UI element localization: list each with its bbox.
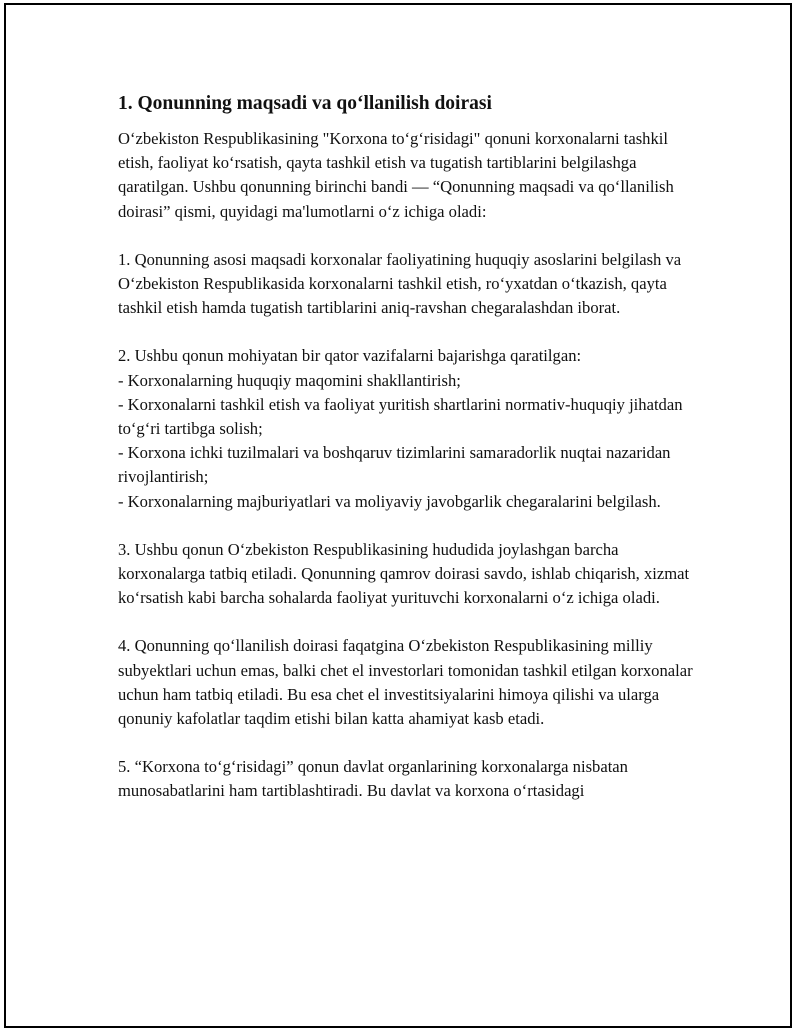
- point-2-paragraph: 2. Ushbu qonun mohiyatan bir qator vazifalarni bajarishga qaratilgan: - Korxonalarning huquqiy maqomini shakllantirish; - Korxonalarni tashkil etish va faoliyat yuritish shartlarini normativ-huquqiy jihatdan to‘g‘ri tartibga solish; - Korxona ichki tuzilmalari va boshqaruv tizimlarini samaradorlik nuqtai nazaridan rivojlantirish; - Korxonalarning majburiyatlari va moliyaviy javobgarlik chegaralarini belgilash.: [118, 346, 683, 511]
- point-3-paragraph: 3. Ushbu qonun O‘zbekiston Respublikasining hududida joylashgan barcha korxonalarga tatbiq etiladi. Qonunning qamrov doirasi savdo, ishlab chiqarish, xizmat ko‘rsatish kabi barcha sohalarda faoliyat yurituvchi korxonalarni o‘z ichiga oladi.: [118, 539, 690, 608]
- document-body: [118, 90, 698, 828]
- point-4-paragraph: 4. Qonunning qo‘llanilish doirasi faqatgina O‘zbekiston Respublikasining milliy subyektlari uchun emas, balki chet el investorlari tomonidan tashkil etilgan korxonalar uchun ham tatbiq etiladi. Bu esa chet el investitsiyalarini himoya qilishi va ularga qonuniy kafolatlar taqdim etishi bilan katta ahamiyat kasb etadi.: [118, 636, 693, 729]
- intro-paragraph: O‘zbekiston Respublikasining "Korxona to‘g‘risidagi" qonuni korxonalarni tashkil etish, faoliyat ko‘rsatish, qayta tashkil etish va tugatish tartiblarini belgilashga qaratilgan. Ushbu qonunning birinchi bandi — “Qonunning maqsadi va qo‘llanilish doirasi” qismi, quyidagi ma'lumotlarni o‘z ichiga oladi:: [118, 129, 674, 221]
- section-heading: 1. Qonunning maqsadi va qo‘llanilish doirasi: [118, 93, 492, 114]
- point-1-paragraph: 1. Qonunning asosi maqsadi korxonalar faoliyatining huquqiy asoslarini belgilash va O‘zbekiston Respublikasida korxonalarni tashkil etish, ro‘yxatdan o‘tkazish, qayta tashkil etish hamda tugatish tartiblarini aniq-ravshan chegaralashdan iborat.: [118, 249, 682, 318]
- point-5-paragraph: 5. “Korxona to‘g‘risidagi” qonun davlat organlarining korxonalarga nisbatan munosabatlarini ham tartiblashtiradi. Bu davlat va korxona o‘rtasidagi: [118, 757, 628, 801]
